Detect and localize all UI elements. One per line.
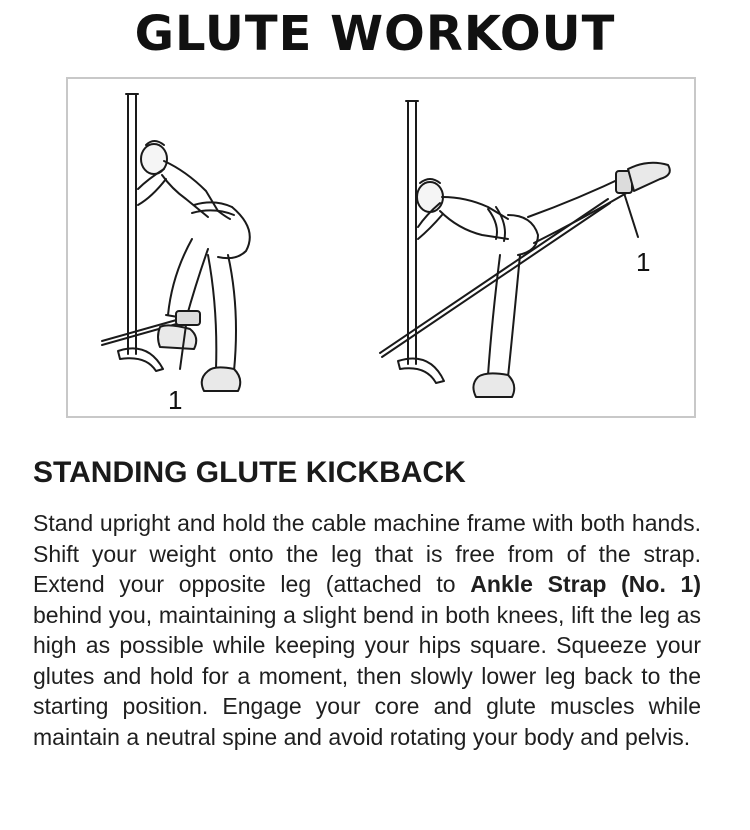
illustration-svg bbox=[68, 79, 694, 416]
instructions-part-2: behind you, maintaining a slight bend in both knees, lift the leg as high as possible while keeping your hips square. Squeeze your glutes and hold for a moment, then slowly lower leg back to the starting position. Engage your core and glute muscles while maintain a neutral spine and avoid rotating your body and pelvis. bbox=[33, 601, 701, 750]
callout-right-label: 1 bbox=[636, 247, 651, 277]
instructions-part-1: Stand upright and hold the cable machine frame with both hands. Shift your weight onto the leg that is free from of the strap. Extend your opposite leg (attached to bbox=[33, 510, 701, 597]
instructions-bold-strap: Ankle Strap (No. 1) bbox=[470, 571, 701, 597]
left-woman-figure bbox=[138, 141, 250, 391]
exercise-instructions bbox=[33, 508, 701, 752]
exercise-heading: STANDING GLUTE KICKBACK bbox=[33, 456, 466, 489]
right-woman-figure bbox=[417, 163, 670, 397]
right-cable-machine bbox=[380, 101, 610, 383]
page-title: GLUTE WORKOUT bbox=[134, 6, 616, 62]
callout-left-label: 1 bbox=[168, 385, 183, 415]
exercise-illustration bbox=[66, 77, 696, 418]
